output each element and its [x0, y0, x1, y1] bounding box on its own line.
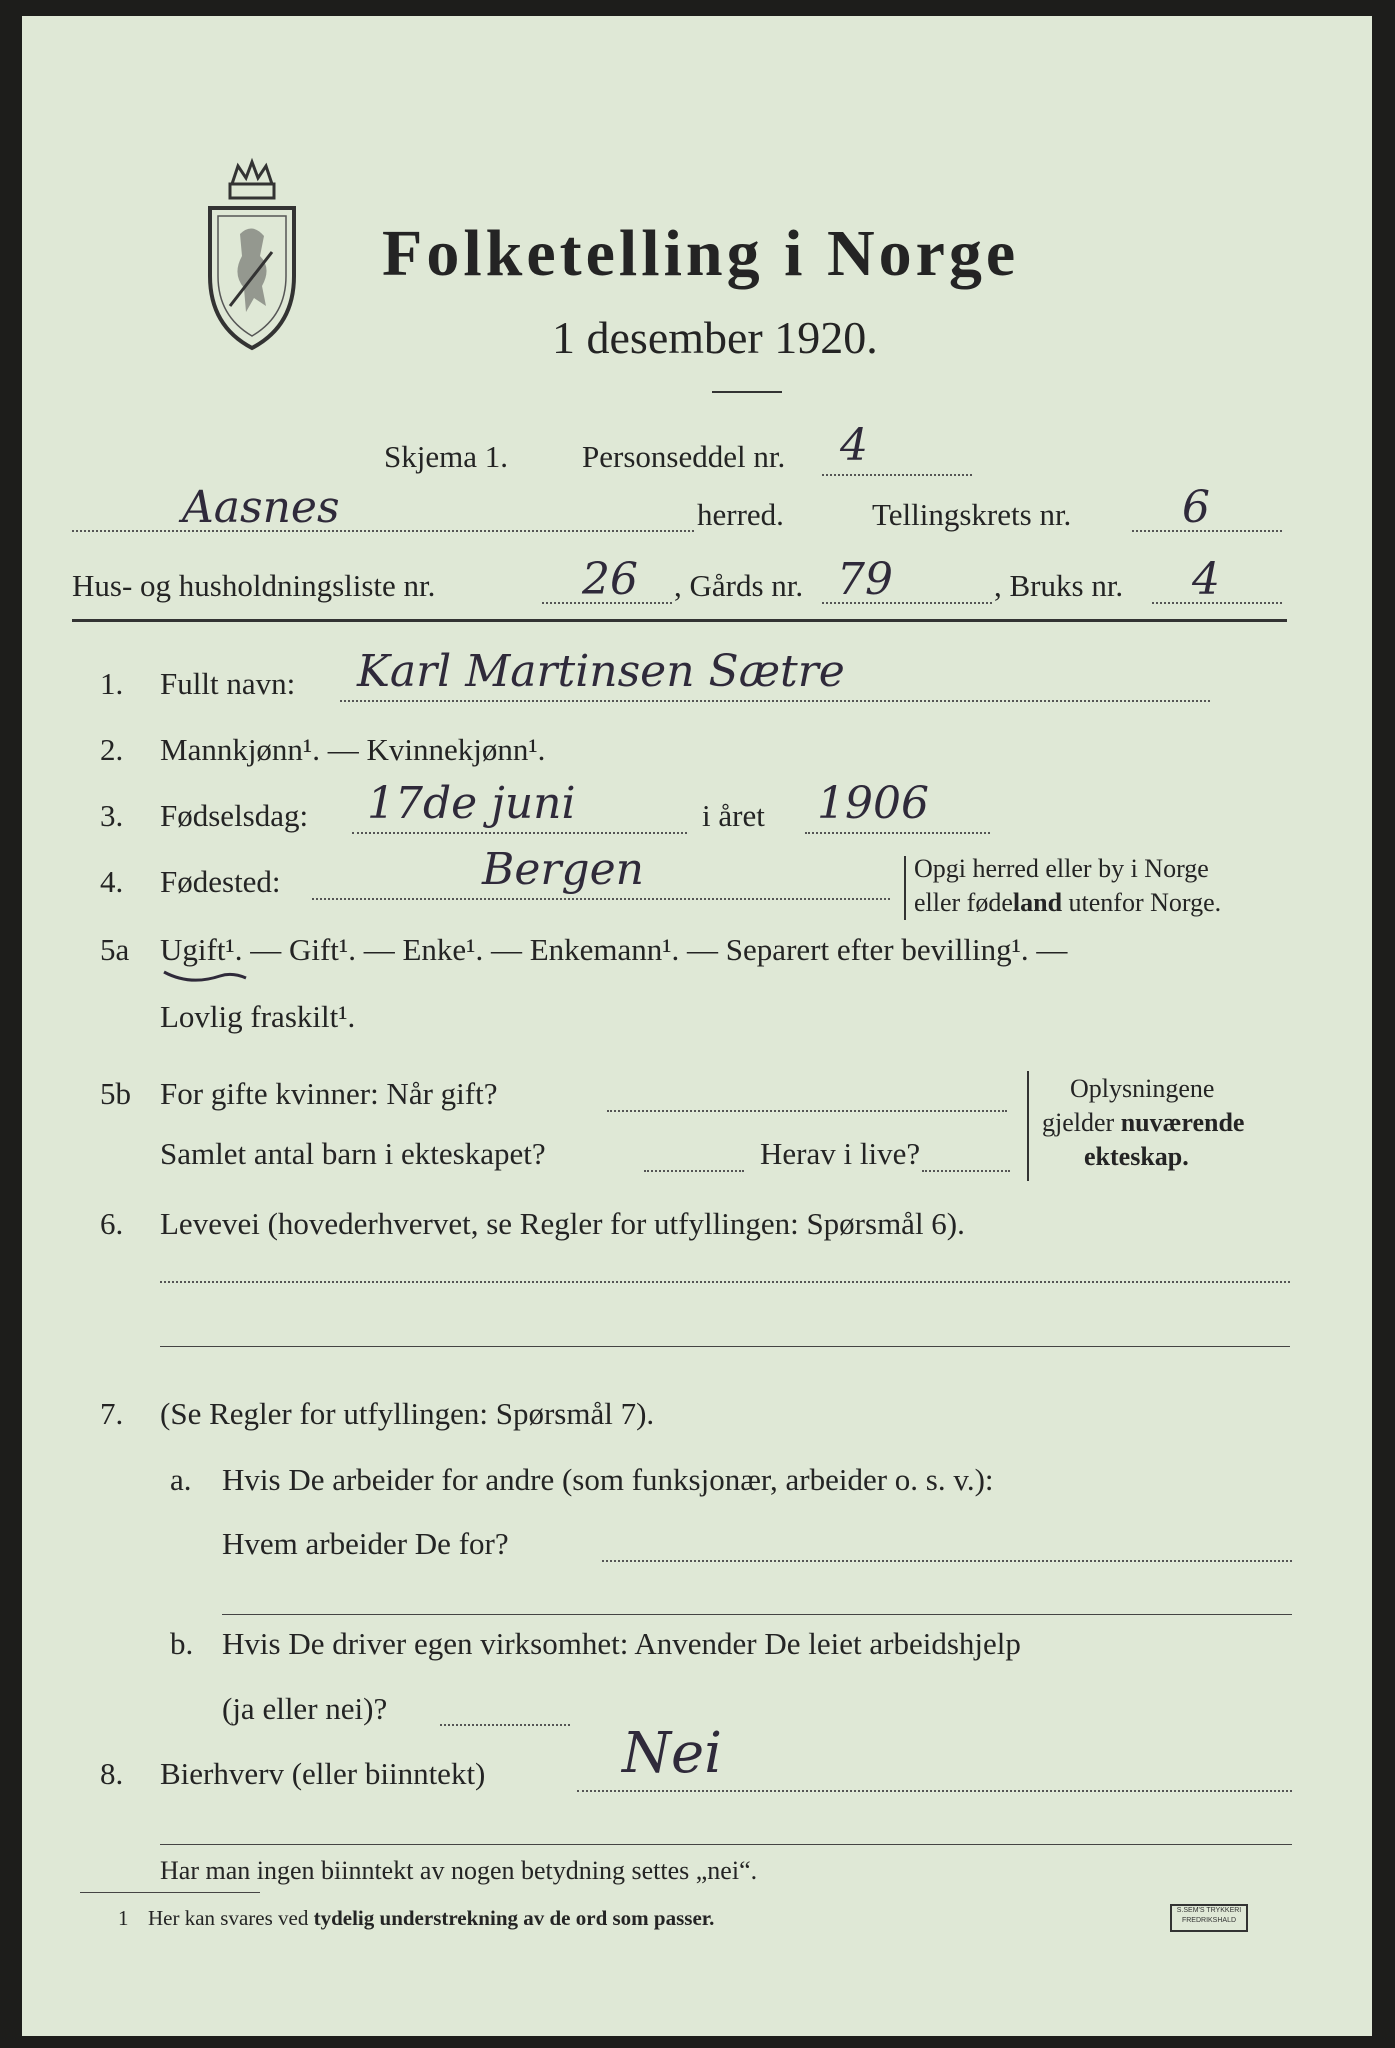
- q5b-number: 5b: [100, 1076, 131, 1111]
- q3-label: Fødselsdag:: [160, 798, 309, 833]
- form-title: Folketelling i Norge: [382, 217, 1020, 290]
- printer-stamp: S.SEM'S TRYKKERI FREDRIKSHALD: [1170, 1904, 1248, 1932]
- gards-label: , Gårds nr.: [674, 568, 804, 603]
- gards-value[interactable]: 79: [837, 554, 893, 605]
- marital-status-line2: Lovlig fraskilt¹.: [160, 999, 356, 1034]
- coat-of-arms-icon: [202, 156, 302, 356]
- hus-label: Hus- og husholdningsliste nr.: [72, 568, 436, 603]
- birthplace-note-1: Opgi herred eller by i Norge: [914, 854, 1209, 883]
- children-count-label: Samlet antal barn i ekteskapet?: [160, 1136, 546, 1171]
- q7-number: 7.: [100, 1396, 124, 1431]
- occupation-label: Levevei (hovederhvervet, se Regler for utfyllingen: Spørsmål 6).: [160, 1206, 965, 1241]
- bruks-label: , Bruks nr.: [994, 568, 1124, 603]
- q7a-question: Hvis De arbeider for andre (som funksjonær, arbeider o. s. v.):: [222, 1462, 994, 1497]
- tellingskrets-value[interactable]: 6: [1182, 482, 1210, 533]
- birthplace-value[interactable]: Bergen: [482, 844, 644, 895]
- full-name-value[interactable]: Karl Martinsen Sætre: [357, 646, 845, 697]
- underline-mark-icon: [160, 966, 250, 988]
- q7b-question: Hvis De driver egen virksomhet: Anvender De leiet arbeidshjelp: [222, 1626, 1021, 1661]
- q8-number: 8.: [100, 1756, 124, 1791]
- children-alive-label: Herav i live?: [760, 1136, 921, 1171]
- census-date: 1 desember 1920.: [552, 312, 878, 363]
- bruks-value[interactable]: 4: [1192, 554, 1220, 605]
- hus-value[interactable]: 26: [582, 554, 638, 605]
- gender-options: Mannkjønn¹. — Kvinnekjønn¹.: [160, 732, 546, 767]
- birth-year-value[interactable]: 1906: [817, 778, 929, 829]
- footnote-number: 1: [118, 1906, 129, 1930]
- marital-status-options: Ugift¹. — Gift¹. — Enke¹. — Enkemann¹. — Separert efter bevilling¹. —: [160, 932, 1068, 967]
- q4-number: 4.: [100, 864, 124, 899]
- footnote-text: Her kan svares ved tydelig understrekning av de ord som passer.: [148, 1906, 715, 1930]
- herred-value[interactable]: Aasnes: [182, 482, 340, 533]
- hired-help-label: (ja eller nei)?: [222, 1691, 388, 1726]
- secondary-income-value[interactable]: Nei: [622, 1721, 723, 1786]
- q3-number: 3.: [100, 798, 124, 833]
- married-when-label: For gifte kvinner: Når gift?: [160, 1076, 498, 1111]
- personseddel-value[interactable]: 4: [840, 420, 868, 471]
- census-form: [22, 16, 1372, 2036]
- marriage-note-1: Oplysningene: [1070, 1074, 1215, 1103]
- q7-label: (Se Regler for utfyllingen: Spørsmål 7).: [160, 1396, 655, 1431]
- q2-number: 2.: [100, 732, 124, 767]
- birthplace-note-2: eller fødeland utenfor Norge.: [914, 888, 1222, 917]
- year-label: i året: [702, 798, 765, 833]
- personseddel-label: Personseddel nr.: [582, 439, 786, 474]
- herred-label: herred.: [697, 497, 784, 532]
- q6-number: 6.: [100, 1206, 124, 1241]
- marriage-note-3: ekteskap.: [1084, 1142, 1189, 1171]
- secondary-income-label: Bierhverv (eller biinntekt): [160, 1756, 486, 1791]
- q5a-number: 5a: [100, 932, 130, 967]
- no-income-note: Har man ingen biinntekt av nogen betydning settes „nei“.: [160, 1856, 758, 1885]
- q7b-letter: b.: [170, 1626, 194, 1661]
- birth-day-value[interactable]: 17de juni: [367, 778, 576, 829]
- employer-label: Hvem arbeider De for?: [222, 1526, 509, 1561]
- q4-label: Fødested:: [160, 864, 281, 899]
- tellingskrets-label: Tellingskrets nr.: [872, 497, 1072, 532]
- q1-label: Fullt navn:: [160, 666, 296, 701]
- schema-label: Skjema 1.: [384, 439, 508, 474]
- marriage-note-2: gjelder nuværende: [1042, 1108, 1245, 1137]
- q1-number: 1.: [100, 666, 124, 701]
- q7a-letter: a.: [170, 1462, 192, 1497]
